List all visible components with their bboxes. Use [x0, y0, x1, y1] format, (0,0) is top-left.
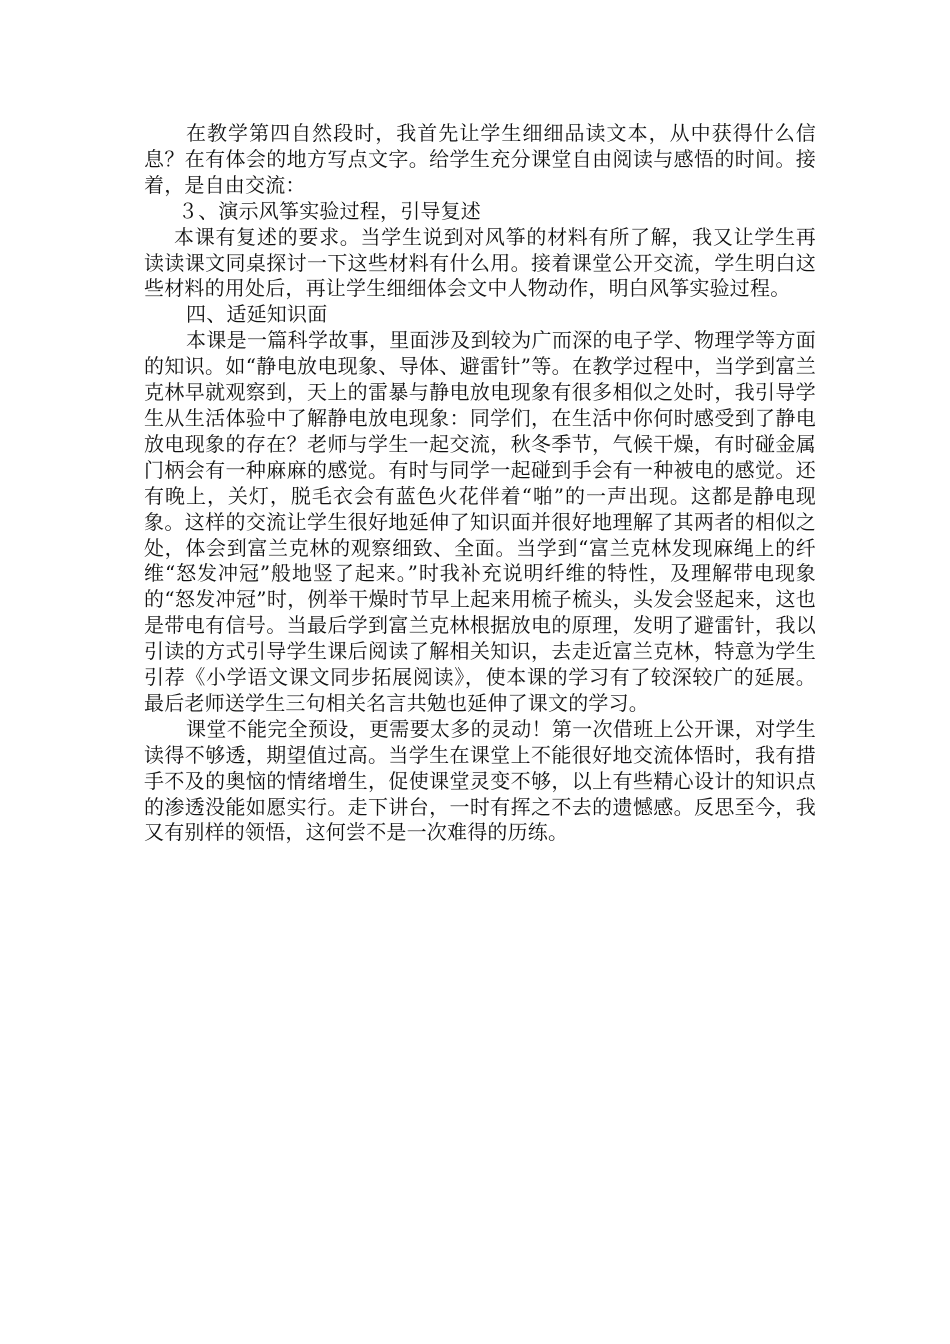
heading-extend-knowledge: 四、适延知识面	[186, 302, 328, 327]
paragraph-reflection: 课堂不能完全预设，更需要太多的灵动！第一次借班上公开课，对学生读得不够透，期望值过高。当学生在课堂上不能很好地交流体悟时，我有措手不及的奥恼的情绪增生，促使课堂灵变不够，以上有些精心设计的知识点的渗透没能如愿实行。走下讲台，一时有挥之不去的遗憾感。反思至今，我又有别样的领悟，这何尝不是一次难得的历练。	[144, 716, 816, 845]
paragraph-retelling: 本课有复述的要求。当学生说到对风筝的材料有所了解，我又让学生再读读课文同桌探讨一下这些材料有什么用。接着课堂公开交流，学生明白这些材料的用处后，再让学生细细体会文中人物动作，明白风筝实验过程。	[144, 224, 816, 301]
paragraph-reading-section-four: 在教学第四自然段时，我首先让学生细细品读文本，从中获得什么信息？在有体会的地方写点文字。给学生充分课堂自由阅读与感悟的时间。接着，是自由交流：	[144, 121, 816, 197]
heading-kite-experiment: ３、演示风筝实验过程，引导复述	[178, 198, 481, 223]
paragraph-science-story: 本课是一篇科学故事，里面涉及到较为广而深的电子学、物理学等方面的知识。如“静电放电现象、导体、避雷针”等。在教学过程中，当学到富兰克林早就观察到，天上的雷暴与静电放电现象有很多相似之处时，我引导学生从生活体验中了解静电放电现象：同学们，在生活中你何时感受到了静电放电现象的存在？老师与学生一起交流，秋冬季节，气候干燥，有时碰金属门柄会有一种麻麻的感觉。有时与同学一起碰到手会有一种被电的感觉。还有晚上，关灯，脱毛衣会有蓝色火花伴着“啪”的一声出现。这都是静电现象。这样的交流让学生很好地延伸了知识面并很好地理解了其两者的相似之处，体会到富兰克林的观察细致、全面。当学到“富兰克林发现麻绳上的纤维“怒发冲冠”般地竖了起来。”时我补充说明纤维的特性，及理解带电现象的“怒发冲冠”时，例举干燥时节早上起来用梳子梳头，头发会竖起来，这也是带电有信号。当最后学到富兰克林根据放电的原理，发明了避雷针，我以引读的方式引导学生课后阅读了解相关知识，去走近富兰克林，特意为学生引荐《小学语文课文同步拓展阅读》，使本课的学习有了较深较广的延展。最后老师送学生三句相关名言共勉也延伸了课文的学习。	[144, 328, 816, 715]
document-body	[144, 121, 816, 846]
